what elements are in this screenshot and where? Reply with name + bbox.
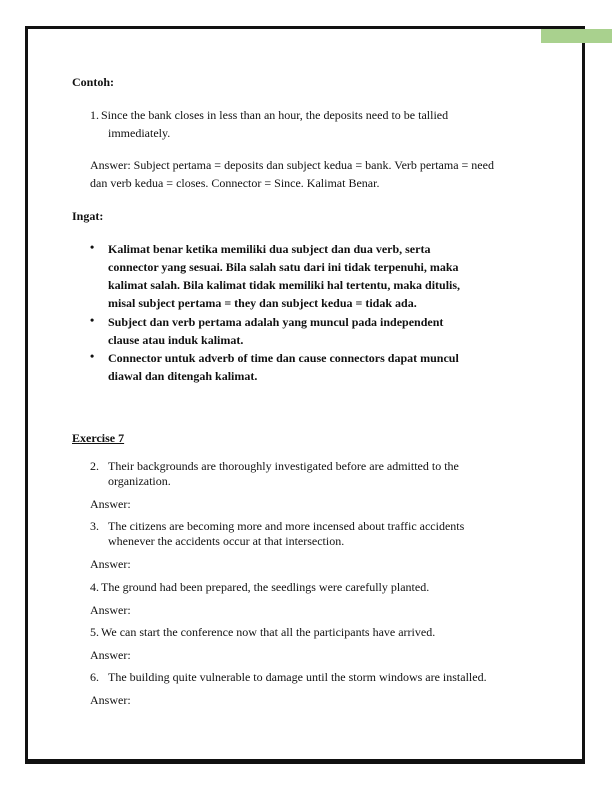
contoh-heading: Contoh: [72, 75, 115, 89]
rule-3-line-2: diawal dan ditengah kalimat. [108, 369, 258, 383]
exercise-item-number: 2. [90, 459, 99, 473]
exercise-item-6-line-1: The building quite vulnerable to damage until the storm windows are installed. [108, 670, 487, 684]
exercise-item-3-line-1: The citizens are becoming more and more incensed about traffic accidents [108, 519, 465, 533]
exercise-heading: Exercise 7 [72, 431, 125, 445]
rule-1-line-1: Kalimat benar ketika memiliki dua subject dan dua verb, serta [108, 242, 431, 256]
answer-label: Answer: [90, 693, 131, 707]
answer-label: Answer: [90, 648, 131, 662]
rule-1-line-2: connector yang sesuai. Bila salah satu dari ini tidak terpenuhi, maka [108, 260, 459, 274]
answer-label: Answer: [90, 603, 131, 617]
ingat-heading: Ingat: [72, 209, 104, 223]
example-answer-line-2: dan verb kedua = closes. Connector = Since. Kalimat Benar. [90, 176, 380, 190]
exercise-item-2-line-1: Their backgrounds are thoroughly investigated before are admitted to the [108, 459, 459, 473]
exercise-item-5-line-1: We can start the conference now that all the participants have arrived. [101, 625, 436, 639]
exercise-item-number: 5. [90, 625, 99, 639]
bullet-marker: • [90, 349, 95, 363]
exercise-item-3-line-2: whenever the accidents occur at that intersection. [108, 534, 345, 548]
exercise-item-number: 6. [90, 670, 99, 684]
example-number: 1. [90, 108, 99, 122]
exercise-item-number: 4. [90, 580, 99, 594]
rule-1-line-4: misal subject pertama = they dan subject kedua = tidak ada. [108, 296, 417, 310]
rule-2-line-2: clause atau induk kalimat. [108, 333, 244, 347]
bullet-marker: • [90, 313, 95, 327]
example-line-2: immediately. [108, 126, 171, 140]
answer-label: Answer: [90, 497, 131, 511]
exercise-item-number: 3. [90, 519, 99, 533]
rule-3-line-1: Connector untuk adverb of time dan cause connectors dapat muncul [108, 351, 459, 365]
rule-1-line-3: kalimat salah. Bila kalimat tidak memiliki hal tertentu, maka ditulis, [108, 278, 461, 292]
rule-2-line-1: Subject dan verb pertama adalah yang muncul pada independent [108, 315, 444, 329]
exercise-item-2-line-2: organization. [108, 474, 171, 488]
bullet-marker: • [90, 240, 95, 254]
exercise-item-4-line-1: The ground had been prepared, the seedlings were carefully planted. [101, 580, 430, 594]
answer-label: Answer: [90, 557, 131, 571]
corner-accent-bar [541, 29, 612, 43]
example-line-1: Since the bank closes in less than an hour, the deposits need to be tallied [101, 108, 449, 122]
example-answer-line-1: Answer: Subject pertama = deposits dan subject kedua = bank. Verb pertama = need [90, 158, 494, 172]
